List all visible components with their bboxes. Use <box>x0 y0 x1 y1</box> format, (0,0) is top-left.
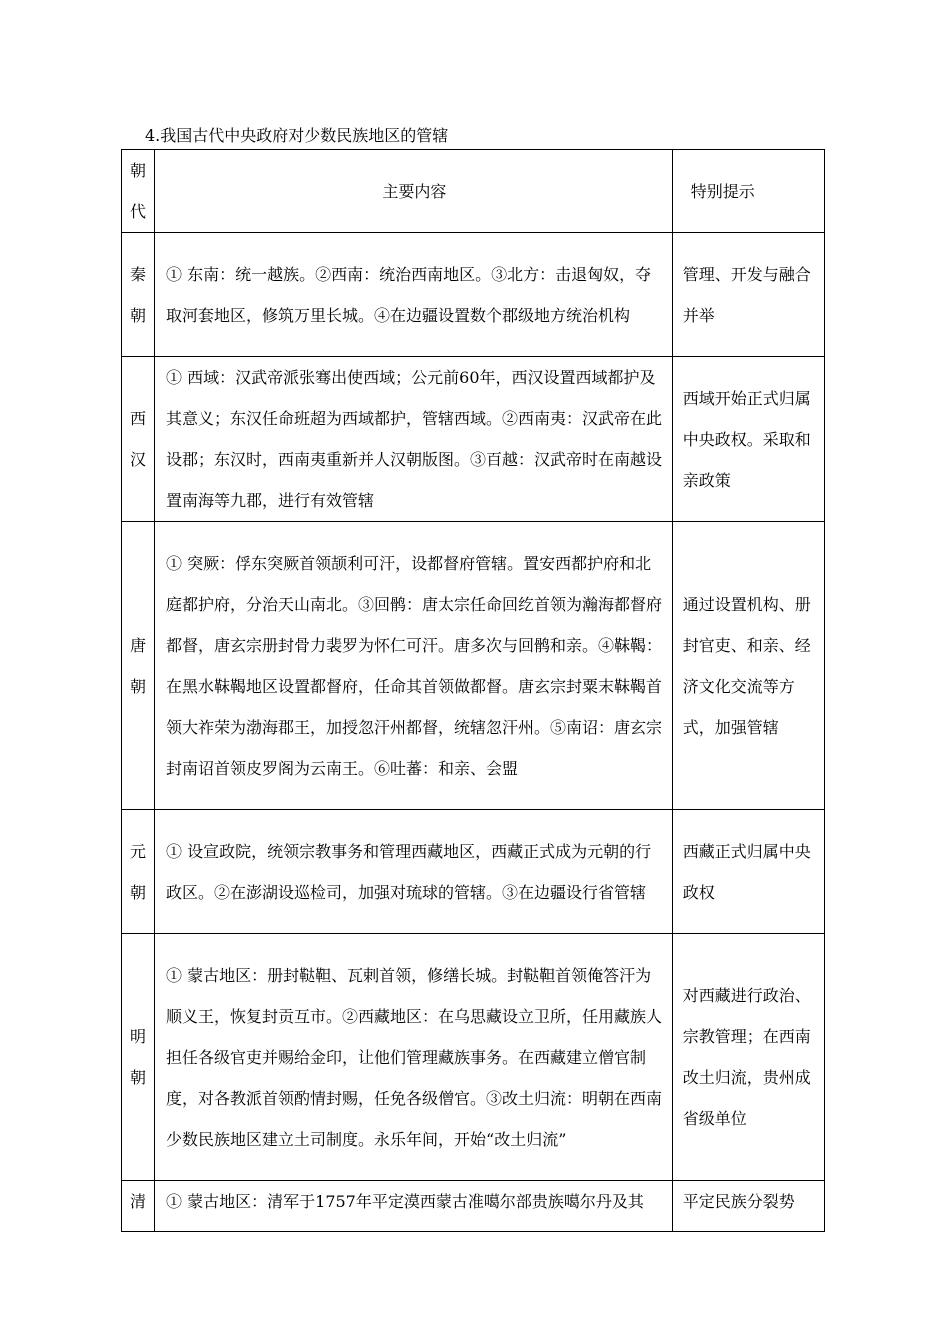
dynasty-cell: 西 汉 <box>122 357 155 522</box>
note-cell: 平定民族分裂势 <box>672 1181 824 1232</box>
dynasty-cell: 清 <box>122 1181 155 1232</box>
note-cell: 西藏正式归属中央政权 <box>672 810 824 934</box>
dynasty-cell: 元 朝 <box>122 810 155 934</box>
jurisdiction-table <box>121 149 825 1232</box>
table-header-row <box>122 150 825 233</box>
header-content: 主要内容 <box>155 150 673 233</box>
content-cell: ① 突厥：俘东突厥首领颉利可汗，设都督府管辖。置安西都护府和北庭都护府，分治天山南北。③回鹘：唐太宗任命回纥首领为瀚海都督府都督，唐玄宗册封骨力裴罗为怀仁可汗。唐多次与回鹘和亲。④靺鞨：在黑水靺鞨地区设置都督府，任命其首领做都督。唐玄宗封粟末靺鞨首领大祚荣为渤海郡王，加授忽汗州都督，统辖忽汗州。⑤南诏：唐玄宗封南诏首领皮罗阁为云南王。⑥吐蕃：和亲、会盟 <box>155 522 673 810</box>
note-cell: 通过设置机构、册封官吏、和亲、经济文化交流等方式，加强管辖 <box>672 522 824 810</box>
table-row <box>122 357 825 522</box>
dynasty-cell: 秦 朝 <box>122 233 155 357</box>
table-row <box>122 1181 825 1232</box>
note-cell: 对西藏进行政治、宗教管理；在西南改土归流，贵州成省级单位 <box>672 934 824 1181</box>
table-row <box>122 233 825 357</box>
content-cell: ① 蒙古地区：册封鞑靼、瓦剌首领，修缮长城。封鞑靼首领俺答汗为顺义王，恢复封贡互市。②西藏地区：在乌思藏设立卫所，任用藏族人担任各级官吏并赐给金印，让他们管理藏族事务。在西藏建立僧官制度，对各教派首领酌情封赐，任免各级僧官。③改土归流：明朝在西南少数民族地区建立土司制度。永乐年间，开始“改土归流” <box>155 934 673 1181</box>
page-title: 4.我国古代中央政府对少数民族地区的管辖 <box>145 126 449 145</box>
content-cell: ① 西域：汉武帝派张骞出使西域；公元前60年，西汉设置西域都护及其意义；东汉任命班超为西域都护，管辖西域。②西南夷：汉武帝在此设郡；东汉时，西南夷重新并人汉朝版图。③百越：汉武帝时在南越设置南海等九郡，进行有效管辖 <box>155 357 673 522</box>
content-cell: ① 设宣政院，统领宗教事务和管理西藏地区，西藏正式成为元朝的行政区。②在澎湖设巡检司，加强对琉球的管辖。③在边疆设行省管辖 <box>155 810 673 934</box>
header-note: 特别提示 <box>672 150 824 233</box>
table-row <box>122 810 825 934</box>
dynasty-cell: 唐 朝 <box>122 522 155 810</box>
note-cell: 西域开始正式归属中央政权。采取和亲政策 <box>672 357 824 522</box>
content-cell: ① 东南：统一越族。②西南：统治西南地区。③北方：击退匈奴，夺取河套地区，修筑万里长城。④在边疆设置数个郡级地方统治机构 <box>155 233 673 357</box>
note-cell: 管理、开发与融合并举 <box>672 233 824 357</box>
table-row <box>122 522 825 810</box>
content-cell: ① 蒙古地区：清军于1757年平定漠西蒙古准噶尔部贵族噶尔丹及其 <box>155 1181 673 1232</box>
dynasty-cell: 明 朝 <box>122 934 155 1181</box>
header-dynasty: 朝 代 <box>122 150 155 233</box>
table-row <box>122 934 825 1181</box>
